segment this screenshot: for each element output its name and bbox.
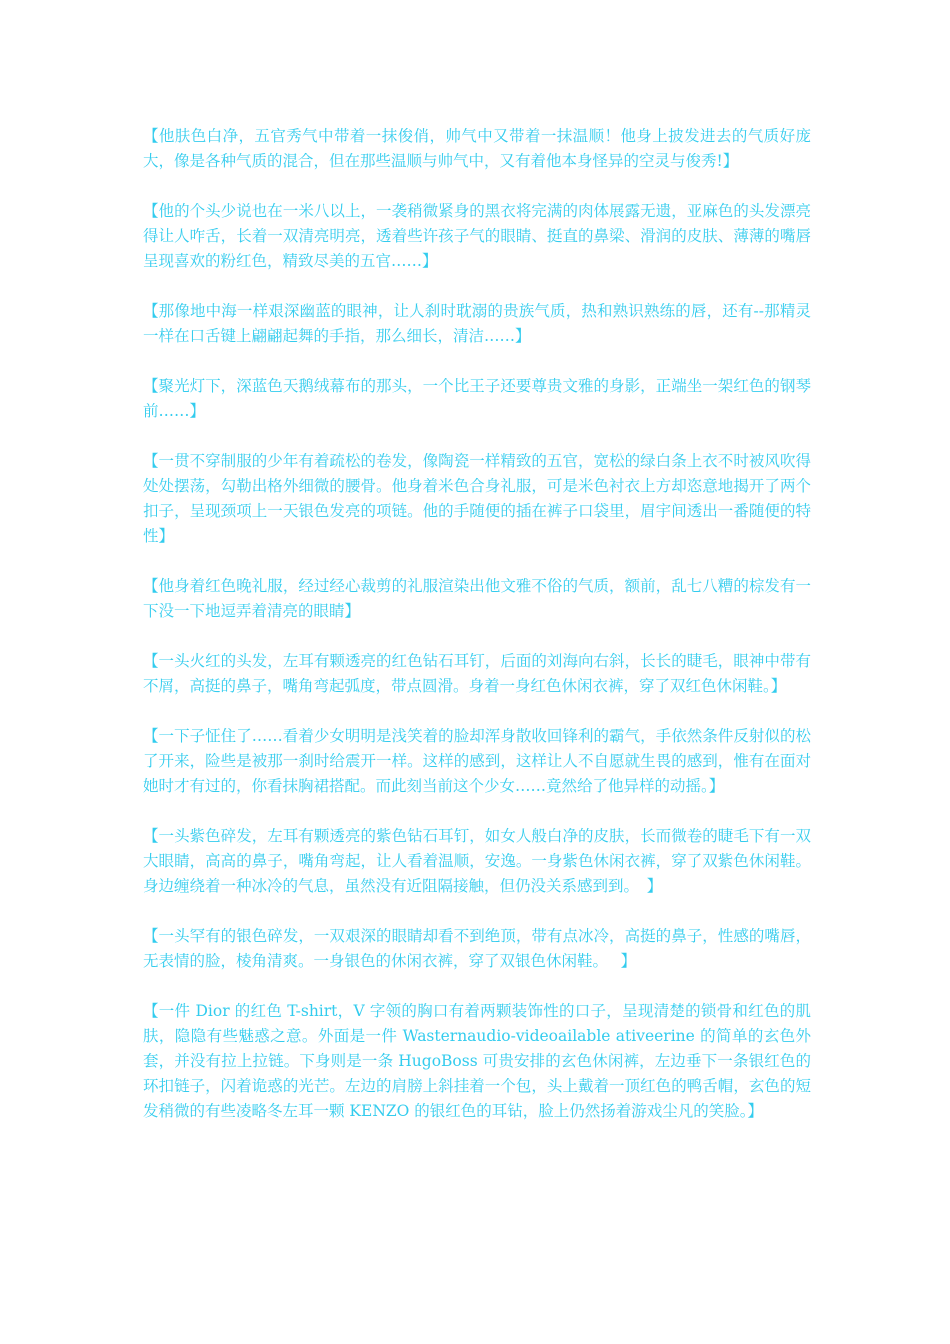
paragraph-4: 【聚光灯下，深蓝色天鹅绒幕布的那头，一个比王子还要尊贵文雅的身影，正端坐一架红色的钢琴前……】 <box>143 377 811 420</box>
paragraph-1: 【他肤色白净，五官秀气中带着一抹俊俏，帅气中又带着一抹温顺！他身上披发进去的气质好庞大，像是各种气质的混合，但在那些温顺与帅气中，又有着他本身怪异的空灵与俊秀!】 <box>143 127 811 170</box>
paragraph-7: 【一头火红的头发，左耳有颗透亮的红色钻石耳钉，后面的刘海向右斜，长长的睫毛，眼神中带有不屑，高挺的鼻子，嘴角弯起弧度，带点圆滑。身着一身红色休闲衣裤，穿了双红色休闲鞋。】 <box>143 652 811 695</box>
paragraph-8: 【一下子怔住了……看着少女明明是浅笑着的脸却浑身散收回锋利的霸气，手依然条件反射似的松了开来，险些是被那一刹时给震开一样。这样的感到，这样让人不自愿就生畏的感到，惟有在面对她时才有过的，你看抹胸裙搭配。而此刻当前这个少女……竟然给了他异样的动摇。】 <box>143 727 811 795</box>
paragraph-10: 【一头罕有的银色碎发，一双艰深的眼睛却看不到绝顶，带有点冰冷，高挺的鼻子，性感的嘴唇，无表情的脸，棱角清爽。一身银色的休闲衣裤，穿了双银色休闲鞋。 】 <box>143 927 811 970</box>
document-body <box>143 124 811 1149</box>
paragraph-6: 【他身着红色晚礼服，经过经心裁剪的礼服渲染出他文雅不俗的气质，额前，乱七八糟的棕发有一下没一下地逗弄着清亮的眼睛】 <box>143 577 811 620</box>
paragraph-5: 【一贯不穿制服的少年有着疏松的卷发，像陶瓷一样精致的五官，宽松的绿白条上衣不时被风吹得处处摆荡，勾勒出格外细微的腰骨。他身着米色合身礼服，可是米色衬衣上方却恣意地揭开了两个扣子，呈现颈项上一天银色发亮的项链。他的手随便的插在裤子口袋里，眉宇间透出一番随便的特性】 <box>143 452 811 545</box>
paragraph-2: 【他的个头少说也在一米八以上，一袭稍微紧身的黑衣将完满的肉体展露无遗，亚麻色的头发漂亮得让人咋舌，长着一双清亮明亮，透着些许孩子气的眼睛、挺直的鼻梁、滑润的皮肤、薄薄的嘴唇呈现喜欢的粉红色，精致尽美的五官……】 <box>143 202 811 270</box>
paragraph-11: 【一件 Dior 的红色 T-shirt，V 字领的胸口有着两颗装饰性的口子，呈现清楚的锁骨和红色的肌肤，隐隐有些魅惑之意。外面是一件 Wasternaudio-videoailable ativeerine 的简单的玄色外套，并没有拉上拉链。下身则是一条 HugoBoss 可贵安排的玄色休闲裤，左边垂下一条银红色的环扣链子，闪着诡惑的光芒。左边的肩膀上斜挂着一个包，头上戴着一顶红色的鸭舌帽，玄色的短发稍微的有些凌略冬左耳一颗 KENZO 的银红色的耳钻，脸上仍然扬着游戏尘凡的笑脸。】 <box>143 1002 811 1120</box>
paragraph-3: 【那像地中海一样艰深幽蓝的眼神，让人刹时耽溺的贵族气质，热和熟识熟练的唇，还有--那精灵一样在口舌键上翩翩起舞的手指，那么细长，清洁……】 <box>143 302 811 345</box>
paragraph-9: 【一头紫色碎发，左耳有颗透亮的紫色钻石耳钉，如女人般白净的皮肤，长而微卷的睫毛下有一双大眼睛，高高的鼻子，嘴角弯起，让人看着温顺，安逸。一身紫色休闲衣裤，穿了双紫色休闲鞋。身边缠绕着一种冰冷的气息，虽然没有近阻隔接触，但仍没关系感到到。 】 <box>143 827 811 895</box>
